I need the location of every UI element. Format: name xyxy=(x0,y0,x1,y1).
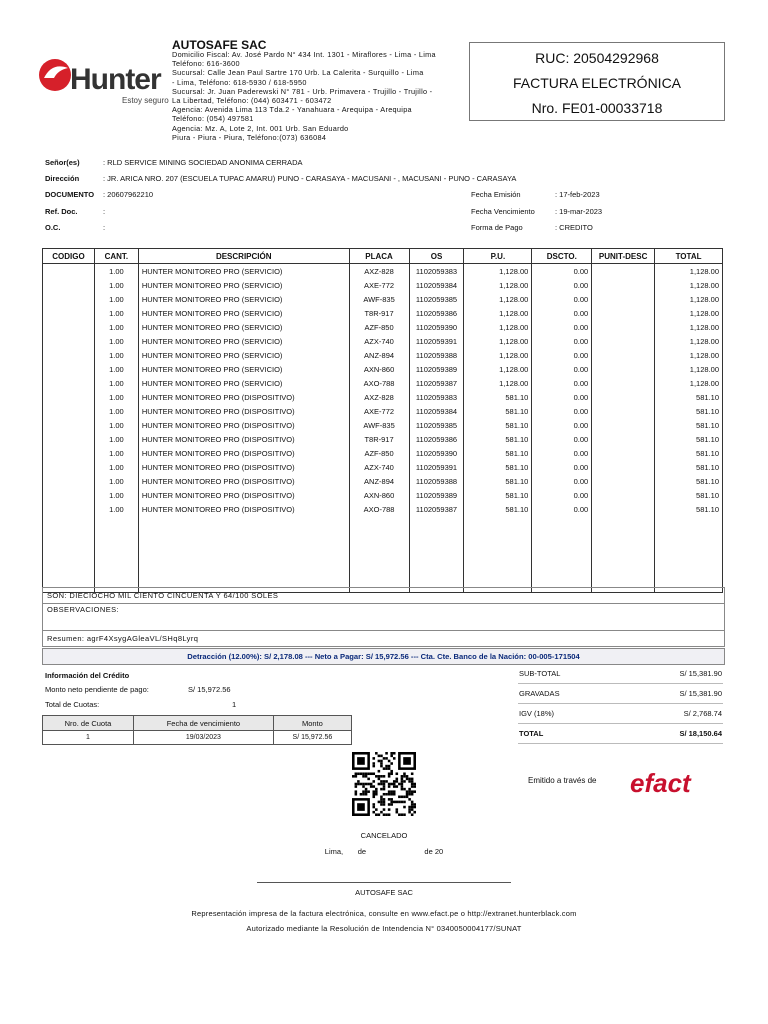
table-cell: HUNTER MONITOREO PRO (DISPOSITIVO) xyxy=(138,432,349,446)
table-cell: 581.10 xyxy=(464,446,532,460)
table-cell xyxy=(592,306,655,320)
logo-text: Hunter xyxy=(70,63,161,96)
table-cell: 1.00 xyxy=(94,362,138,376)
items-body xyxy=(43,264,723,593)
table-filler-cell xyxy=(138,516,349,593)
table-cell: HUNTER MONITOREO PRO (DISPOSITIVO) xyxy=(138,390,349,404)
table-cell xyxy=(43,404,95,418)
footer-line-1: Representación impresa de la factura electrónica, consulte en www.efact.pe o http://extranet.hunterblack.com xyxy=(191,909,577,918)
table-filler-cell xyxy=(349,516,409,593)
table-cell xyxy=(592,488,655,502)
table-cell: 1,128.00 xyxy=(655,306,723,320)
company-address xyxy=(172,50,460,142)
table-cell: 0.00 xyxy=(532,446,592,460)
table-row xyxy=(43,404,723,418)
table-cell: HUNTER MONITOREO PRO (DISPOSITIVO) xyxy=(138,474,349,488)
table-cell: 1102059388 xyxy=(409,348,464,362)
table-row xyxy=(43,306,723,320)
documento-label: DOCUMENTO xyxy=(45,190,95,199)
table-cell: AXN-860 xyxy=(349,488,409,502)
table-cell: 581.10 xyxy=(464,502,532,516)
documento-value: : 20607962210 xyxy=(103,190,154,199)
table-cell: AXZ-828 xyxy=(349,264,409,279)
table-row xyxy=(43,502,723,516)
table-cell xyxy=(43,348,95,362)
table-cell: 0.00 xyxy=(532,306,592,320)
table-cell: 1102059387 xyxy=(409,376,464,390)
col-header: OS xyxy=(409,249,464,264)
table-cell: HUNTER MONITOREO PRO (SERVICIO) xyxy=(138,362,349,376)
table-cell xyxy=(43,474,95,488)
table-cell: 581.10 xyxy=(464,404,532,418)
table-cell: AXN-860 xyxy=(349,362,409,376)
address-line: Sucursal: Calle Jean Paul Sartre 170 Urb. La Calerita - Surquillo - Lima xyxy=(172,68,424,78)
amount-in-words: SON: DIECIOCHO MIL CIENTO CINCUENTA Y 64/100 SOLES xyxy=(42,587,725,604)
table-cell xyxy=(592,348,655,362)
cuotas-table xyxy=(42,715,352,745)
address-line: Domicilio Fiscal: Av. José Pardo N° 434 Int. 1301 - Miraflores - Lima - Lima xyxy=(172,50,436,59)
table-cell xyxy=(592,362,655,376)
table-row xyxy=(43,264,723,279)
table-cell: HUNTER MONITOREO PRO (DISPOSITIVO) xyxy=(138,418,349,432)
emision-value: : 17-feb-2023 xyxy=(555,190,600,199)
table-cell: 581.10 xyxy=(655,460,723,474)
table-cell: 1102059390 xyxy=(409,320,464,334)
monto-label: Monto neto pendiente de pago: xyxy=(45,685,149,694)
table-cell: 1.00 xyxy=(94,390,138,404)
cuota-header: Nro. de Cuota xyxy=(43,716,134,731)
totals-label: GRAVADAS xyxy=(518,684,619,704)
table-cell: AZF-850 xyxy=(349,320,409,334)
emitido-label: Emitido a través de xyxy=(528,776,597,785)
senor-value: : RLD SERVICE MINING SOCIEDAD ANONIMA CERRADA xyxy=(103,158,303,167)
table-cell: 581.10 xyxy=(464,488,532,502)
table-cell: 1102059384 xyxy=(409,278,464,292)
table-cell: 1102059388 xyxy=(409,474,464,488)
table-cell: 581.10 xyxy=(655,488,723,502)
table-cell: HUNTER MONITOREO PRO (DISPOSITIVO) xyxy=(138,460,349,474)
address-line: Sucursal: Jr. Juan Paderewski N° 781 - Urb. Primavera - Trujillo - Trujillo - xyxy=(172,86,433,96)
cuota-cell: 19/03/2023 xyxy=(133,731,273,745)
footer-line-2: Autorizado mediante la Resolución de Intendencia N° 0340050004177/SUNAT xyxy=(246,924,522,933)
table-filler-cell xyxy=(43,516,95,593)
table-cell: 581.10 xyxy=(655,432,723,446)
table-cell: 1,128.00 xyxy=(655,320,723,334)
cuota-row xyxy=(43,731,352,745)
table-cell: 1102059387 xyxy=(409,502,464,516)
table-cell: 1.00 xyxy=(94,432,138,446)
table-cell: 1.00 xyxy=(94,446,138,460)
table-cell xyxy=(43,292,95,306)
table-cell: 1,128.00 xyxy=(464,264,532,279)
table-cell: 0.00 xyxy=(532,488,592,502)
table-cell xyxy=(43,460,95,474)
table-cell: HUNTER MONITOREO PRO (DISPOSITIVO) xyxy=(138,404,349,418)
table-row xyxy=(43,376,723,390)
table-row xyxy=(43,446,723,460)
table-cell xyxy=(592,474,655,488)
totals-label: TOTAL xyxy=(518,724,619,744)
table-cell: 1102059384 xyxy=(409,404,464,418)
totals-value: S/ 2,768.74 xyxy=(619,704,723,724)
table-cell: 0.00 xyxy=(532,432,592,446)
table-cell xyxy=(43,306,95,320)
table-cell: 1.00 xyxy=(94,348,138,362)
table-cell: 1.00 xyxy=(94,320,138,334)
totals-row xyxy=(518,684,723,704)
table-cell: HUNTER MONITOREO PRO (SERVICIO) xyxy=(138,264,349,279)
table-cell xyxy=(592,376,655,390)
table-row xyxy=(43,334,723,348)
table-cell xyxy=(43,432,95,446)
table-cell: ANZ-894 xyxy=(349,348,409,362)
col-header: P.U. xyxy=(464,249,532,264)
efact-logo: efact xyxy=(630,768,691,798)
table-cell: 1102059383 xyxy=(409,390,464,404)
table-cell: 1.00 xyxy=(94,334,138,348)
table-cell xyxy=(592,432,655,446)
refdoc-value: : xyxy=(103,207,106,216)
totals-label: SUB-TOTAL xyxy=(518,664,619,684)
footer-company: AUTOSAFE SAC xyxy=(355,888,413,897)
senor-label: Señor(es) xyxy=(45,158,80,167)
table-cell xyxy=(43,390,95,404)
table-cell xyxy=(592,460,655,474)
totals-label: IGV (18%) xyxy=(518,704,619,724)
table-cell: 581.10 xyxy=(655,502,723,516)
table-cell: 0.00 xyxy=(532,418,592,432)
table-cell: 0.00 xyxy=(532,474,592,488)
table-cell: 1102059391 xyxy=(409,334,464,348)
cuotas-value: 1 xyxy=(232,700,237,709)
table-cell xyxy=(43,502,95,516)
table-cell: 0.00 xyxy=(532,362,592,376)
vencimiento-value: : 19-mar-2023 xyxy=(555,207,603,216)
table-cell: 1102059386 xyxy=(409,306,464,320)
table-cell: HUNTER MONITOREO PRO (DISPOSITIVO) xyxy=(138,446,349,460)
table-row xyxy=(43,418,723,432)
table-cell: 1.00 xyxy=(94,418,138,432)
table-cell: 581.10 xyxy=(464,460,532,474)
table-cell: 1.00 xyxy=(94,264,138,279)
table-cell: HUNTER MONITOREO PRO (SERVICIO) xyxy=(138,348,349,362)
qr-code-icon xyxy=(352,752,416,816)
table-cell: 1102059389 xyxy=(409,362,464,376)
credit-title: Información del Crédito xyxy=(45,671,130,680)
table-cell: AWF-835 xyxy=(349,418,409,432)
vencimiento-label: Fecha Vencimiento xyxy=(471,207,535,216)
table-row xyxy=(43,474,723,488)
table-cell: 1,128.00 xyxy=(655,376,723,390)
table-cell: 1.00 xyxy=(94,306,138,320)
cuota-header: Fecha de vencimiento xyxy=(133,716,273,731)
totals-value: S/ 15,381.90 xyxy=(619,684,723,704)
table-cell: AZX-740 xyxy=(349,334,409,348)
table-cell: 1,128.00 xyxy=(655,292,723,306)
address-line: - Lima, Teléfono: 618-5930 / 618-5950 xyxy=(172,77,307,87)
table-cell xyxy=(43,264,95,279)
table-cell: 581.10 xyxy=(464,474,532,488)
signature-line xyxy=(257,882,511,883)
refdoc-label: Ref. Doc. xyxy=(45,207,78,216)
table-cell: T8R-917 xyxy=(349,306,409,320)
table-cell: AZX-740 xyxy=(349,460,409,474)
table-cell: 0.00 xyxy=(532,278,592,292)
cuotas-label: Total de Cuotas: xyxy=(45,700,100,709)
table-cell: 0.00 xyxy=(532,404,592,418)
oc-label: O.C. xyxy=(45,223,61,232)
direccion-value: : JR. ARICA NRO. 207 (ESCUELA TUPAC AMARU) PUNO - CARASAYA - MACUSANI - , MACUSANI - PUNO - CARASAYA xyxy=(103,174,517,183)
col-header: TOTAL xyxy=(655,249,723,264)
col-header: PLACA xyxy=(349,249,409,264)
table-cell xyxy=(592,446,655,460)
document-number: Nro. FE01-00033718 xyxy=(531,100,663,116)
table-cell: 1,128.00 xyxy=(464,376,532,390)
col-header: CANT. xyxy=(94,249,138,264)
table-cell: 581.10 xyxy=(655,446,723,460)
ruc-box xyxy=(469,42,725,121)
table-cell xyxy=(43,488,95,502)
table-row xyxy=(43,292,723,306)
table-cell: 581.10 xyxy=(655,404,723,418)
detraccion-banner: Detracción (12.00%): S/ 2,178.08 --- Neto a Pagar: S/ 15,972.56 --- Cta. Cte. Banco de la Nación: 00-005-171504 xyxy=(42,648,725,665)
table-cell: 1,128.00 xyxy=(464,278,532,292)
table-cell: 0.00 xyxy=(532,292,592,306)
table-cell: AXE-772 xyxy=(349,404,409,418)
table-cell: 0.00 xyxy=(532,348,592,362)
totals-table xyxy=(518,664,723,744)
cancelado-label: CANCELADO xyxy=(360,831,408,840)
table-cell: 1,128.00 xyxy=(655,334,723,348)
table-cell: 1.00 xyxy=(94,460,138,474)
table-filler-cell xyxy=(409,516,464,593)
totals-value: S/ 15,381.90 xyxy=(619,664,723,684)
table-cell: 0.00 xyxy=(532,502,592,516)
table-cell xyxy=(43,278,95,292)
table-cell: HUNTER MONITOREO PRO (SERVICIO) xyxy=(138,376,349,390)
table-cell: AWF-835 xyxy=(349,292,409,306)
table-cell: ANZ-894 xyxy=(349,474,409,488)
table-cell: 581.10 xyxy=(464,390,532,404)
cuota-cell: S/ 15,972.56 xyxy=(273,731,351,745)
cuota-cell: 1 xyxy=(43,731,134,745)
table-cell: 0.00 xyxy=(532,376,592,390)
table-cell: 581.10 xyxy=(655,418,723,432)
table-cell: 1102059383 xyxy=(409,264,464,279)
table-cell: 0.00 xyxy=(532,460,592,474)
cuota-header: Monto xyxy=(273,716,351,731)
table-cell: HUNTER MONITOREO PRO (SERVICIO) xyxy=(138,306,349,320)
table-cell: AXO-788 xyxy=(349,376,409,390)
table-cell: 1.00 xyxy=(94,404,138,418)
col-header: DSCTO. xyxy=(532,249,592,264)
table-cell: 1102059391 xyxy=(409,460,464,474)
table-cell xyxy=(592,278,655,292)
col-header: CODIGO xyxy=(43,249,95,264)
table-cell: 1102059385 xyxy=(409,292,464,306)
table-cell xyxy=(592,390,655,404)
table-filler-row xyxy=(43,516,723,593)
observaciones: OBSERVACIONES: xyxy=(42,602,725,631)
table-cell: 581.10 xyxy=(655,474,723,488)
table-cell: HUNTER MONITOREO PRO (SERVICIO) xyxy=(138,334,349,348)
direccion-label: Dirección xyxy=(45,174,80,183)
table-cell: HUNTER MONITOREO PRO (SERVICIO) xyxy=(138,320,349,334)
address-line: Piura - Piura - Piura, Teléfono:(073) 636084 xyxy=(172,132,327,142)
table-cell xyxy=(592,292,655,306)
document-type: FACTURA ELECTRÓNICA xyxy=(512,75,682,91)
table-cell xyxy=(43,446,95,460)
table-cell: 1.00 xyxy=(94,278,138,292)
col-header: PUNIT-DESC xyxy=(592,249,655,264)
totals-row xyxy=(518,664,723,684)
table-cell: 0.00 xyxy=(532,390,592,404)
oc-value: : xyxy=(103,223,106,232)
table-cell: 1,128.00 xyxy=(655,278,723,292)
table-cell xyxy=(592,334,655,348)
table-row xyxy=(43,390,723,404)
table-cell: 1.00 xyxy=(94,292,138,306)
table-cell: AZF-850 xyxy=(349,446,409,460)
table-filler-cell xyxy=(532,516,592,593)
forma-pago-value: : CREDITO xyxy=(555,223,593,232)
table-cell xyxy=(43,320,95,334)
table-cell: 1,128.00 xyxy=(655,348,723,362)
table-cell: 1.00 xyxy=(94,488,138,502)
table-cell: 1102059390 xyxy=(409,446,464,460)
table-cell: 0.00 xyxy=(532,320,592,334)
address-line: Teléfono: 616-3600 xyxy=(172,59,240,69)
table-cell: AXZ-828 xyxy=(349,390,409,404)
table-cell: HUNTER MONITOREO PRO (DISPOSITIVO) xyxy=(138,488,349,502)
ruc-number: RUC: 20504292968 xyxy=(535,50,659,66)
table-cell: 1,128.00 xyxy=(464,334,532,348)
address-line: Teléfono: (054) 497581 xyxy=(172,114,254,124)
table-cell: HUNTER MONITOREO PRO (SERVICIO) xyxy=(138,278,349,292)
table-row xyxy=(43,432,723,446)
table-cell: 1102059389 xyxy=(409,488,464,502)
table-row xyxy=(43,348,723,362)
table-cell: 1102059386 xyxy=(409,432,464,446)
table-cell: 1,128.00 xyxy=(464,362,532,376)
table-cell: HUNTER MONITOREO PRO (DISPOSITIVO) xyxy=(138,502,349,516)
table-cell: 1.00 xyxy=(94,502,138,516)
table-cell: 581.10 xyxy=(464,418,532,432)
totals-row xyxy=(518,704,723,724)
address-line: Agencia: Mz. A, Lote 2, Int. 001 Urb. San Eduardo xyxy=(172,123,349,133)
items-table xyxy=(42,248,723,593)
table-cell: T8R-917 xyxy=(349,432,409,446)
table-cell: 1,128.00 xyxy=(464,348,532,362)
table-filler-cell xyxy=(592,516,655,593)
monto-value: S/ 15,972.56 xyxy=(188,685,231,694)
emision-label: Fecha Emisión xyxy=(471,190,521,199)
logo-tagline: Estoy seguro xyxy=(122,96,169,105)
table-cell xyxy=(592,502,655,516)
table-filler-cell xyxy=(655,516,723,593)
table-cell xyxy=(43,362,95,376)
table-row xyxy=(43,460,723,474)
table-cell xyxy=(43,376,95,390)
hunter-logo-icon xyxy=(38,58,72,92)
table-cell: 1.00 xyxy=(94,474,138,488)
table-row xyxy=(43,488,723,502)
table-cell: 1,128.00 xyxy=(464,320,532,334)
table-cell: 0.00 xyxy=(532,334,592,348)
col-header: DESCRIPCIÓN xyxy=(138,249,349,264)
table-cell: 581.10 xyxy=(655,390,723,404)
table-cell: 0.00 xyxy=(532,264,592,279)
lima-date-line: Lima, de de 20 xyxy=(324,847,444,856)
table-cell: AXE-772 xyxy=(349,278,409,292)
address-line: Agencia: Avenida Lima 113 Tda.2 - Yanahuara - Arequipa - Arequipa xyxy=(172,105,412,115)
table-cell: 1.00 xyxy=(94,376,138,390)
totals-value: S/ 18,150.64 xyxy=(619,724,723,744)
table-filler-cell xyxy=(464,516,532,593)
table-cell: AXO-788 xyxy=(349,502,409,516)
table-cell: 1,128.00 xyxy=(655,264,723,279)
table-row xyxy=(43,278,723,292)
forma-pago-label: Forma de Pago xyxy=(471,223,523,232)
totals-row xyxy=(518,724,723,744)
table-cell: 1102059385 xyxy=(409,418,464,432)
table-filler-cell xyxy=(94,516,138,593)
table-cell: 1,128.00 xyxy=(464,292,532,306)
resumen-hash: Resumen: agrF4XsygAGleaVL/SHq8Lyrq xyxy=(42,631,725,647)
table-cell xyxy=(592,404,655,418)
table-row xyxy=(43,320,723,334)
table-cell xyxy=(592,264,655,279)
table-cell: 581.10 xyxy=(464,432,532,446)
address-line: La Libertad, Teléfono: (044) 603471 - 603472 xyxy=(172,96,332,106)
table-cell: 1,128.00 xyxy=(464,306,532,320)
table-row xyxy=(43,362,723,376)
table-cell xyxy=(43,334,95,348)
table-cell: HUNTER MONITOREO PRO (SERVICIO) xyxy=(138,292,349,306)
table-cell xyxy=(592,418,655,432)
table-cell xyxy=(592,320,655,334)
table-cell: 1,128.00 xyxy=(655,362,723,376)
table-cell xyxy=(43,418,95,432)
company-name: AUTOSAFE SAC xyxy=(172,38,267,52)
